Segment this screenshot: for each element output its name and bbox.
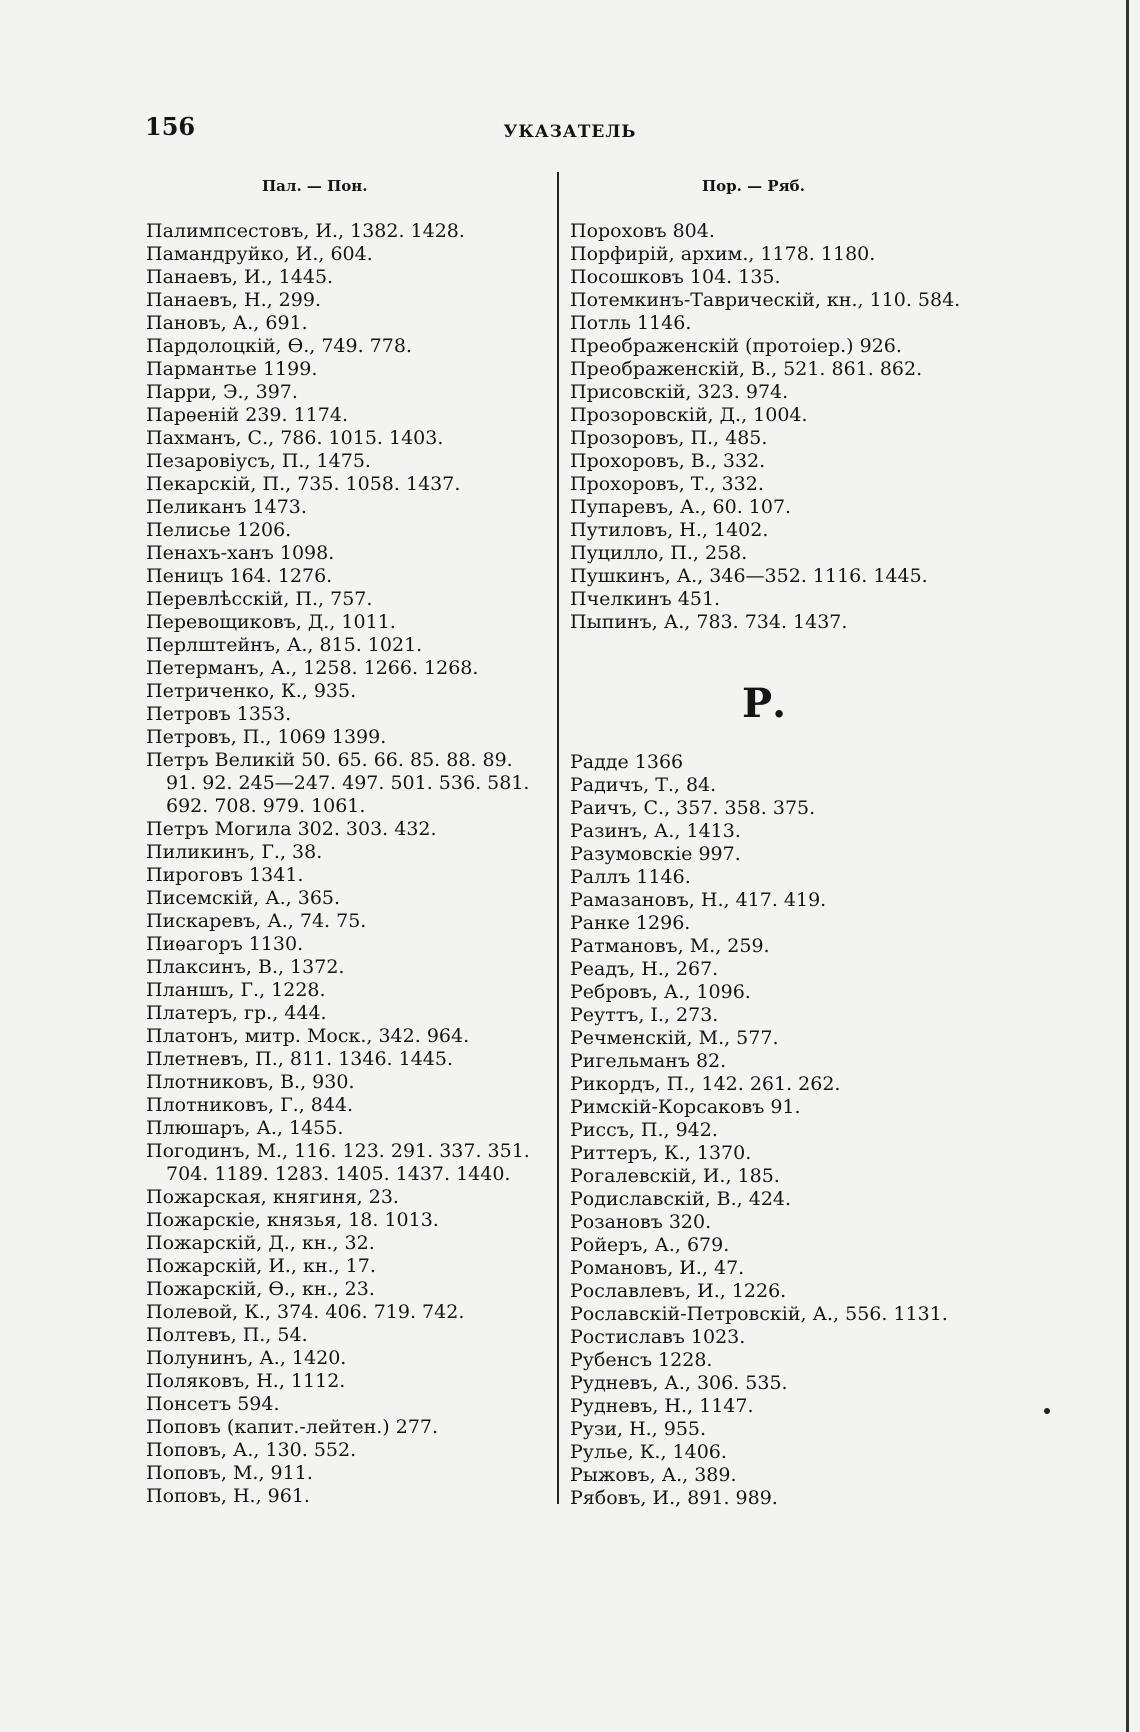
index-entry: Родиславскій, В., 424. [570, 1188, 792, 1210]
index-entry: Петровъ, П., 1069 1399. [146, 726, 387, 748]
index-entry: Риссъ, П., 942. [570, 1119, 718, 1141]
index-entry: Пупаревъ, А., 60. 107. [570, 496, 792, 518]
index-entry: Потль 1146. [570, 312, 692, 334]
index-entry: Пиликинъ, Г., 38. [146, 841, 323, 863]
index-entry: Порфирій, архим., 1178. 1180. [570, 243, 876, 265]
index-entry: Ратмановъ, М., 259. [570, 935, 770, 957]
index-entry: Радичъ, Т., 84. [570, 774, 717, 796]
index-entry: Преображенскій, В., 521. 861. 862. [570, 358, 923, 380]
index-entry: Розановъ 320. [570, 1211, 712, 1233]
index-entry: Пожарскіе, князья, 18. 1013. [146, 1209, 439, 1231]
index-entry: Пахманъ, С., 786. 1015. 1403. [146, 427, 444, 449]
index-entry: Рубенсъ 1228. [570, 1349, 713, 1371]
left-column-range: Пал. — Пон. [262, 177, 368, 195]
index-entry: Плотниковъ, Г., 844. [146, 1094, 354, 1116]
index-entry: Платеръ, гр., 444. [146, 1002, 327, 1024]
index-entry: Рузи, Н., 955. [570, 1418, 707, 1440]
left-column-entries [146, 220, 530, 1508]
index-entry: Рудневъ, А., 306. 535. [570, 1372, 788, 1394]
index-entry: Пеликанъ 1473. [146, 496, 307, 518]
index-entry: Пуцилло, П., 258. [570, 542, 748, 564]
index-entry: Прозоровъ, П., 485. [570, 427, 768, 449]
index-entry: Планшъ, Г., 1228. [146, 979, 326, 1001]
index-entry: Поповъ, А., 130. 552. [146, 1439, 357, 1461]
index-entry: Рославлевъ, И., 1226. [570, 1280, 787, 1302]
index-entry: Прохоровъ, Т., 332. [570, 473, 764, 495]
index-entry: Петръ Могила 302. 303. 432. [146, 818, 437, 840]
index-entry: Рославскій-Петровскій, А., 556. 1131. [570, 1303, 948, 1325]
index-entry: Реадъ, Н., 267. [570, 958, 719, 980]
index-entry: Радде 1366 [570, 751, 684, 773]
index-entry: Перлштейнъ, А., 815. 1021. [146, 634, 423, 656]
index-entry: Перевощиковъ, Д., 1011. [146, 611, 396, 633]
index-entry: Полунинъ, А., 1420. [146, 1347, 347, 1369]
index-entry: Пчелкинъ 451. [570, 588, 721, 610]
index-entry: Пармантье 1199. [146, 358, 318, 380]
index-entry: Парри, Э., 397. [146, 381, 298, 403]
index-entry: Парѳеній 239. 1174. [146, 404, 348, 426]
index-entry: Римскій-Корсаковъ 91. [570, 1096, 801, 1118]
running-head: УКАЗАТЕЛЬ [503, 122, 637, 142]
index-entry: Ригельманъ 82. [570, 1050, 727, 1072]
index-entry: Плюшаръ, А., 1455. [146, 1117, 344, 1139]
index-entry: Петерманъ, А., 1258. 1266. 1268. [146, 657, 479, 679]
index-entry: Писемскій, А., 365. [146, 887, 341, 909]
index-entry: Пороховъ 804. [570, 220, 715, 242]
index-entry: Плотниковъ, В., 930. [146, 1071, 355, 1093]
index-entry: Ребровъ, А., 1096. [570, 981, 751, 1003]
index-entry: Потемкинъ-Таврическій, кн., 110. 584. [570, 289, 961, 311]
index-entry: Ранке 1296. [570, 912, 691, 934]
index-entry: Петровъ 1353. [146, 703, 292, 725]
index-entry: Платонъ, митр. Моск., 342. 964. [146, 1025, 470, 1047]
index-entry: Понсетъ 594. [146, 1393, 280, 1415]
index-entry: Ростиславъ 1023. [570, 1326, 746, 1348]
index-entry: Присовскій, 323. 974. [570, 381, 789, 403]
index-entry: Рябовъ, И., 891. 989. [570, 1487, 778, 1509]
index-entry: Палимпсестовъ, И., 1382. 1428. [146, 220, 465, 242]
index-entry: Пекарскій, П., 735. 1058. 1437. [146, 473, 461, 495]
index-entry: Пелисье 1206. [146, 519, 292, 541]
index-entry: Преображенскій (протоіер.) 926. [570, 335, 902, 357]
index-entry: Посошковъ 104. 135. [570, 266, 781, 288]
index-entry: Рыжовъ, А., 389. [570, 1464, 737, 1486]
index-entry: Панаевъ, И., 1445. [146, 266, 334, 288]
ink-dot [1044, 1408, 1050, 1414]
index-entry: Пожарскій, И., кн., 17. [146, 1255, 376, 1277]
index-entry: Прозоровскій, Д., 1004. [570, 404, 808, 426]
index-entry: Рогалевскій, И., 185. [570, 1165, 780, 1187]
index-entry: Рулье, К., 1406. [570, 1441, 727, 1463]
index-entry: Пардолоцкій, Ѳ., 749. 778. [146, 335, 412, 357]
index-entry: Путиловъ, Н., 1402. [570, 519, 769, 541]
index-entry: Памандруйко, И., 604. [146, 243, 373, 265]
index-entry: Рудневъ, Н., 1147. [570, 1395, 754, 1417]
index-entry: Пискаревъ, А., 74. 75. [146, 910, 367, 932]
index-entry: Разумовскіе 997. [570, 843, 741, 865]
index-entry: Пожарская, княгиня, 23. [146, 1186, 399, 1208]
index-entry: Речменскій, М., 577. [570, 1027, 779, 1049]
index-entry: Перевлѣсскій, П., 757. [146, 588, 373, 610]
index-entry: Ройеръ, А., 679. [570, 1234, 730, 1256]
index-entry: Пенахъ-ханъ 1098. [146, 542, 335, 564]
column-divider [557, 172, 559, 1504]
right-column-range: Пор. — Ряб. [702, 177, 805, 195]
index-entry: Панаевъ, Н., 299. [146, 289, 321, 311]
index-entry: Пожарскій, Ѳ., кн., 23. [146, 1278, 375, 1300]
index-entry: Романовъ, И., 47. [570, 1257, 745, 1279]
index-entry: Пожарскій, Д., кн., 32. [146, 1232, 375, 1254]
page-edge-rule [1126, 0, 1129, 1732]
index-entry: Поповъ (капит.-лейтен.) 277. [146, 1416, 439, 1438]
index-entry: Поляковъ, Н., 1112. [146, 1370, 346, 1392]
index-entry: Полтевъ, П., 54. [146, 1324, 308, 1346]
index-entry: Пезаровіусъ, П., 1475. [146, 450, 371, 472]
index-entry: Разинъ, А., 1413. [570, 820, 741, 842]
page-number: 156 [145, 112, 196, 141]
index-entry: Плетневъ, П., 811. 1346. 1445. [146, 1048, 454, 1070]
index-entry: Прохоровъ, В., 332. [570, 450, 766, 472]
section-letter-heading: Р. [742, 680, 787, 727]
index-entry: Полевой, К., 374. 406. 719. 742. [146, 1301, 465, 1323]
index-entry: Пироговъ 1341. [146, 864, 304, 886]
index-entry: 704. 1189. 1283. 1405. 1437. 1440. [166, 1163, 511, 1185]
index-entry: 91. 92. 245—247. 497. 501. 536. 581. [166, 772, 530, 794]
index-entry: Рамазановъ, Н., 417. 419. [570, 889, 827, 911]
index-entry: Петръ Великій 50. 65. 66. 85. 88. 89. [146, 749, 513, 771]
index-entry: Риттеръ, К., 1370. [570, 1142, 752, 1164]
index-entry: Поповъ, М., 911. [146, 1462, 313, 1484]
right-column-entries-p [570, 220, 960, 634]
index-entry: Пыпинъ, А., 783. 734. 1437. [570, 611, 848, 633]
index-entry: Реуттъ, І., 273. [570, 1004, 719, 1026]
index-entry: Поповъ, Н., 961. [146, 1485, 310, 1507]
index-entry: Пеницъ 164. 1276. [146, 565, 333, 587]
index-entry: 692. 708. 979. 1061. [166, 795, 366, 817]
index-entry: Раичъ, С., 357. 358. 375. [570, 797, 816, 819]
index-entry: Пушкинъ, А., 346—352. 1116. 1445. [570, 565, 928, 587]
index-entry: Плаксинъ, В., 1372. [146, 956, 345, 978]
index-entry: Пиѳагоръ 1130. [146, 933, 304, 955]
index-entry: Пановъ, А., 691. [146, 312, 308, 334]
index-entry: Рикордъ, П., 142. 261. 262. [570, 1073, 841, 1095]
index-entry: Петриченко, К., 935. [146, 680, 357, 702]
index-entry: Раллъ 1146. [570, 866, 691, 888]
index-entry: Погодинъ, М., 116. 123. 291. 337. 351. [146, 1140, 530, 1162]
right-column-entries-r [570, 751, 948, 1510]
